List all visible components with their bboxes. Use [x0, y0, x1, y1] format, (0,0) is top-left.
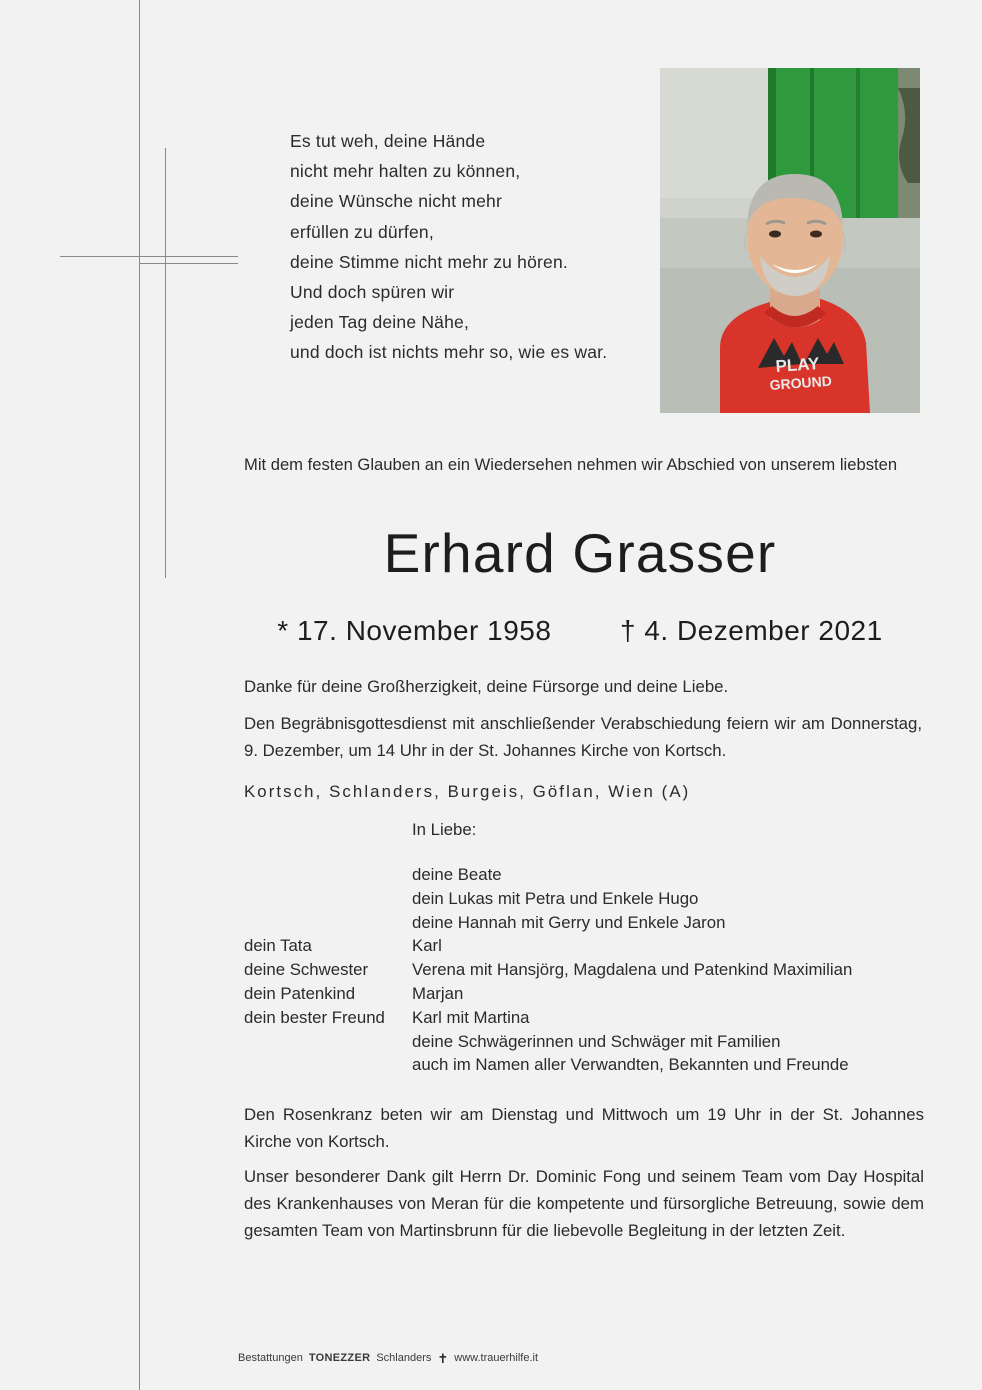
- deceased-name: Erhard Grasser: [383, 522, 777, 584]
- svg-text:GROUND: GROUND: [769, 372, 833, 393]
- in-love-label: In Liebe:: [412, 820, 477, 839]
- family-relation: [244, 863, 412, 887]
- family-row: [244, 1053, 934, 1077]
- family-person: deine Hannah mit Gerry und Enkele Jaron: [412, 912, 726, 932]
- death-symbol: †: [619, 615, 637, 646]
- family-person: Verena mit Hansjörg, Magdalena und Patenkind Maximilian: [412, 960, 853, 980]
- birth-symbol: *: [277, 615, 289, 646]
- footer-prefix: Bestattungen: [238, 1352, 303, 1364]
- family-row: [244, 887, 934, 911]
- poem-line: und doch ist nichts mehr so, wie es war.: [290, 342, 608, 363]
- special-thanks-text: Unser besonderer Dank gilt Herrn Dr. Dominic Fong und seinem Team vom Day Hospital des Krankenhauses von Meran für die kompetente und fürsorgliche Betreuung, sowie dem gesamten Team von Martinsbrunn für die liebevolle Begleitung in der letzten Zeit.: [244, 1167, 924, 1240]
- decorative-cross-vertical-line-1: [139, 0, 140, 1390]
- family-relation: [244, 911, 412, 935]
- poem-line: erfüllen zu dürfen,: [290, 221, 434, 242]
- poem-line: jeden Tag deine Nähe,: [290, 312, 470, 333]
- family-row: [244, 1006, 934, 1030]
- footer-credit: [238, 1352, 538, 1364]
- family-relation: [244, 1030, 412, 1054]
- family-person: Karl: [412, 936, 442, 956]
- footer-website[interactable]: www.trauerhilfe.it: [454, 1352, 539, 1364]
- family-relation: [244, 887, 412, 911]
- death-date: 4. Dezember 2021: [644, 615, 883, 646]
- memorial-poem: [290, 126, 670, 368]
- family-relation: dein Patenkind: [244, 983, 356, 1003]
- family-relation: dein Tata: [244, 936, 312, 956]
- family-person: Karl mit Martina: [412, 1007, 530, 1027]
- places-list: Kortsch, Schlanders, Burgeis, Göflan, Wien (A): [244, 782, 691, 801]
- funeral-service-text: Den Begräbnisgottesdienst mit anschließender Verabschiedung feiern wir am Donnerstag, 9. Dezember, um 14 Uhr in der St. Johannes Kirche von Kortsch.: [244, 714, 922, 760]
- family-person: deine Schwägerinnen und Schwäger mit Familien: [412, 1031, 781, 1051]
- family-list: [244, 863, 934, 1077]
- family-row: [244, 863, 934, 887]
- birth-date: 17. November 1958: [296, 615, 552, 646]
- footer-location: Schlanders: [376, 1352, 432, 1364]
- family-relation: dein bester Freund: [244, 1007, 385, 1027]
- family-relation: deine Schwester: [244, 960, 369, 980]
- family-row: [244, 934, 934, 958]
- family-person: auch im Namen aller Verwandten, Bekannten und Freunde: [412, 1055, 849, 1075]
- decorative-cross-vertical-line-2: [165, 148, 166, 578]
- family-row: [244, 982, 934, 1006]
- announcement-intro: Mit dem festen Glauben an ein Wiedersehen nehmen wir Abschied von unserem liebsten: [244, 455, 898, 474]
- poem-line: nicht mehr halten zu können,: [290, 161, 521, 182]
- family-relation: [244, 1053, 412, 1077]
- life-dates: [244, 615, 916, 647]
- portrait-photo: [660, 68, 920, 413]
- decorative-cross-horizontal-line-1: [60, 256, 238, 257]
- svg-text:PLAY: PLAY: [774, 353, 820, 376]
- rosary-text: Den Rosenkranz beten wir am Dienstag und Mittwoch um 19 Uhr in der St. Johannes Kirche von Kortsch.: [244, 1105, 924, 1151]
- family-person: deine Beate: [412, 865, 502, 884]
- poem-line: deine Stimme nicht mehr zu hören.: [290, 251, 568, 272]
- family-row: [244, 1030, 934, 1054]
- decorative-cross-horizontal-line-2: [139, 263, 238, 264]
- cross-icon: ✝: [437, 1350, 449, 1366]
- family-row: [244, 958, 934, 982]
- family-person: Marjan: [412, 983, 464, 1003]
- family-row: [244, 911, 934, 935]
- poem-line: Und doch spüren wir: [290, 282, 455, 303]
- poem-line: Es tut weh, deine Hände: [290, 131, 486, 151]
- poem-line: deine Wünsche nicht mehr: [290, 191, 502, 212]
- thanks-text: Danke für deine Großherzigkeit, deine Fürsorge und deine Liebe.: [244, 677, 729, 696]
- footer-company: TONEZZER: [308, 1352, 371, 1364]
- family-person: dein Lukas mit Petra und Enkele Hugo: [412, 888, 699, 908]
